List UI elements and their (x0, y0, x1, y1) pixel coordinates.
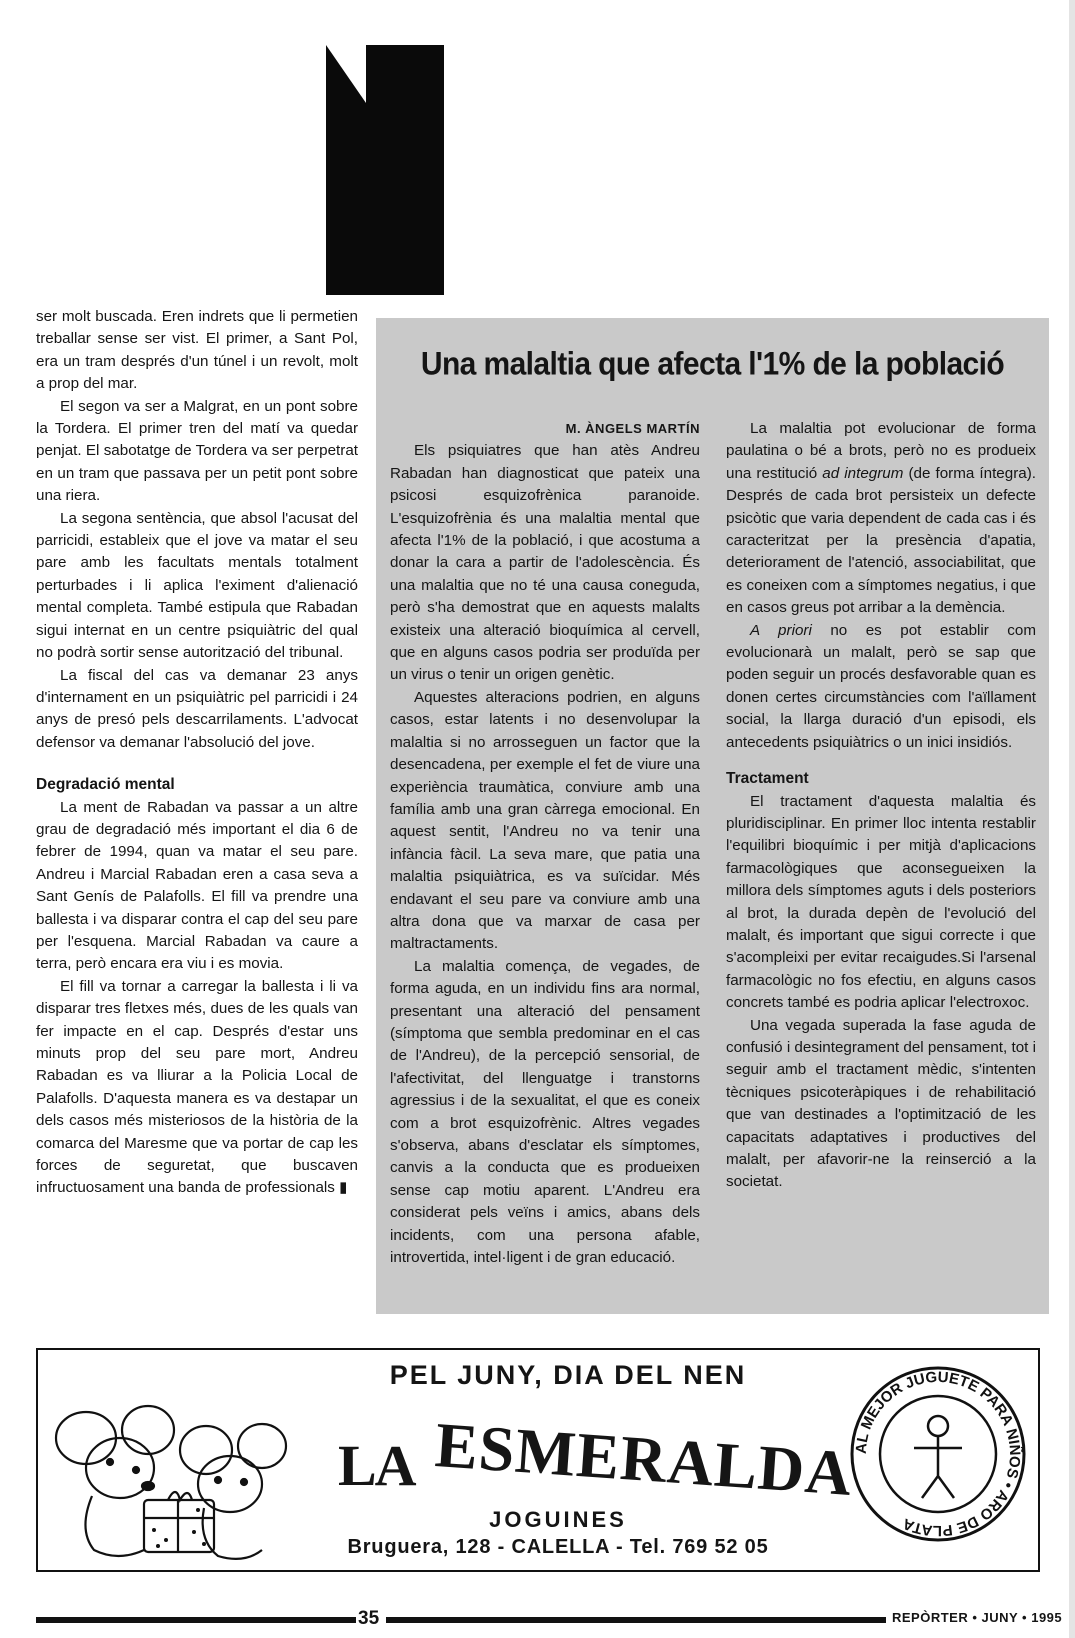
sidebar-right-column (726, 418, 1036, 1194)
text-run: La malaltia pot evolucionar de forma paulatina o bé a brots, però no es produeix una restitució (726, 420, 1036, 482)
sidebar-middle-column (390, 418, 700, 1269)
page-edge-shade (1069, 0, 1075, 1638)
left-paragraph: La ment de Rabadan va passar a un altre grau de degradació més important el dia 6 de febrer de 1994, quan va matar el seu pare. Andreu i Marcial Rabadan eren a casa seva a Sant Genís de Palafolls. El fill va prendre una ballesta i va disparar contra el cap del seu pare per l'esquena. Marcial Rabadan va caure a terra, però encara era viu i es movia. (36, 798, 358, 973)
left-paragraph-last (36, 976, 358, 1200)
left-paragraph: La segona sentència, que absol l'acusat del parricidi, estableix que el jove va matar el seu pare amb les facultats mentals totalment perturbades i li aplica l'eximent d'alienació mental completa. També estipula que Rabadan sigui internat en un centre psiquiàtric del qual no podrà sortir sense autorització del tribunal. (36, 509, 358, 662)
sidebar-paragraph (726, 620, 1036, 754)
page-number: 35 (358, 1608, 380, 1629)
seal-text: AL MEJOR JUGUETE PARA NIÑOS • ARO DE PLATA (852, 1368, 1024, 1540)
toy-store-advertisement (36, 1348, 1040, 1572)
text-run: (de forma íntegra). Després de cada brot persisteix un defecte psicòtic que varia dependent de cada cas i és caracteritzat per la presència d'apatia, deteriorament de l'atenció, associabilitat, que es coneixen com a símptomes negatius, i que en casos greus pot arribar a la demència. (726, 464, 1036, 617)
ad-headline: PEL JUNY, DIA DEL NEN (389, 1360, 747, 1390)
sidebar-paragraph: El tractament d'aquesta malaltia és pluridisciplinar. En primer lloc intenta restablir l'equilibri bioquímic i per mitjà d'aplicacions farmacològiques que aconsegueixen la millora dels símptomes aguts i dels posteriors al brot, la durada depèn de l'evolució del malalt, és important que sigui correcte i que s'acompleixi per evitar recaigudes.Si l'arsenal farmacològic no fos efectiu, en alguns casos concrets també es podria aplicar l'electroxoc. (726, 792, 1036, 1012)
sidebar-title: Una malaltia que afecta l'1% de la població (420, 346, 1005, 383)
sidebar-paragraph: Aquestes alteracions podrien, en alguns casos, estar latents i no desenvolupar la malaltia si no arrosseguen un factor que la desencadena, per exemple el fet de viure una experiència traumàtica, conviure amb una família amb una gran càrrega emocional. En aquest sentit, l'Andreu no va tenir una infància fàcil. La seva mare, que patia una malaltia psiquiàtrica, es va suïcidar. Més endavant el seu pare va conviure amb una altra dona que va marxar de casa per maltractaments. (390, 688, 700, 953)
sidebar-paragraph: La malaltia comença, de vegades, de forma aguda, en un individu fins ara normal, presentant una alteració del pensament (símptoma que sembla predominar en el cas de l'Andreu), de la percepció sensorial, de l'afectivitat, del llenguatge i transtorns agressius i de la sexualitat, el que es coneix com a brot esquizofrènic. Altres vegades s'observa, abans d'esclatar els símptomes, canvis a la conducta que es produeixen sense cap motiu aparent. L'Andreu era considerat pels veïns i amics, abans dels incidents, com una persona afable, introvertida, intel·ligent i de gran educació. (390, 957, 700, 1267)
page-footer (36, 1608, 1063, 1630)
brand-la: LA (338, 1433, 415, 1498)
brand-logo (328, 1402, 855, 1522)
sidebar-paragraph (726, 418, 1036, 620)
footer-rule-left (36, 1617, 356, 1623)
ad-address: Bruguera, 128 - CALELLA - Tel. 769 52 05 (347, 1536, 769, 1558)
left-article-column (36, 306, 358, 1200)
left-paragraph: El segon va ser a Malgrat, en un pont sobre la Tordera. El primer tren del matí va quedar penjat. El sabotatge de Tordera va ser perpetrat en un tram que passava per un petit pont sobre una riera. (36, 397, 358, 505)
byline: M. ÀNGELS MARTÍN (565, 421, 700, 436)
section-subhead-degradacio: Degradació mental (36, 776, 175, 794)
left-paragraph-text: El fill va tornar a carregar la ballesta i li va disparar tres fletxes més, dues de les quals van fer impacte en el cap. Després d'estar uns minuts prop del seu pare mort, Andreu Rabadan es va lliurar a la Policia Local de Palafolls. D'aquesta manera es va destapar un dels casos més misteriosos de la història de la comarca del Maresme que va portar de cap les forces de seguretat, que buscaven infructuosament una banda de professionals (36, 977, 358, 1197)
footer-rule-right (386, 1617, 886, 1623)
end-of-article-mark: ▮ (339, 1179, 348, 1197)
ad-subtitle: JOGUINES (489, 1507, 627, 1532)
text-run: no es pot establir com evolucionarà un malalt, però se sap que poden seguir un procés desfavorable quan es donen certes circumstàncies com l'aïllament social, la llarga duració d'un episodi, els antecedents psiquiàtrics o un inici insidiós. (726, 621, 1037, 751)
award-seal-icon (848, 1364, 1028, 1544)
italic-run: A priori (750, 621, 812, 639)
section-subhead-tractament: Tractament (726, 770, 809, 788)
left-paragraph: La fiscal del cas va demanar 23 anys d'internament en un psiquiàtric pel parricidi i 24 anys de presó pels descarrilaments. L'advocat defensor va demanar l'absolució del jove. (36, 666, 358, 751)
italic-run: ad integrum (822, 464, 904, 482)
left-paragraph: ser molt buscada. Eren indrets que li permetien treballar sense ser vist. El primer, a Sant Pol, era un tram després d'un túnel i un revolt, molt a prop del mar. (36, 308, 358, 393)
sidebar-paragraph: Els psiquiatres que han atès Andreu Rabadan han diagnosticat que pateix una psicosi esquizofrènica paranoide. L'esquizofrènia és una malaltia mental que afecta l'1% de la població, i que acostuma a donar la cara a partir de l'adolescència. És una malaltia que no té una causa coneguda, però s'ha demostrat que en aquests malalts existeix una alteració bioquímica al cervell, que en alguns casos podria ser produïda per un virus o tenir un origen genètic. (390, 442, 700, 684)
sidebar-paragraph: Una vegada superada la fase aguda de confusió i desintegrament del pensament, tot i seguir amb el tractament mèdic, s'intenten tècniques psicoteràpiques i de rehabilitació que van destinades a l'optimització de les capacitats adaptatives i productives del malalt, per afavorir-ne la reinserció a la societat. (726, 1016, 1036, 1191)
black-block-notch (326, 45, 366, 105)
brand-name: ESMERALDA (432, 1408, 855, 1509)
publication-info: REPÒRTER • JUNY • 1995 (892, 1610, 1063, 1625)
